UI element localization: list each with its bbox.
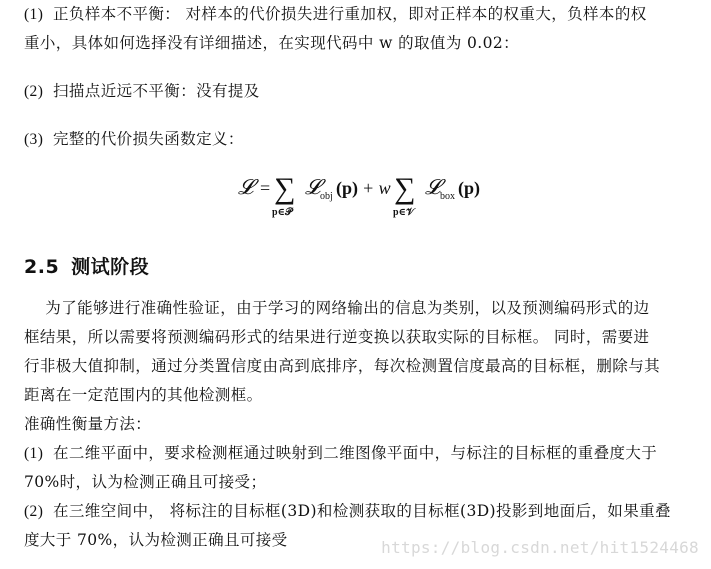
- metric-1-text: 在二维平面中，要求检测框通过映射到二维图像平面中，与标注的目标框的重叠度大于: [53, 444, 658, 462]
- formula-term-1-subscript: obj: [320, 191, 333, 202]
- item-1-number: (1): [24, 6, 44, 23]
- section-title: 测试阶段: [71, 256, 150, 278]
- section-number: 2.5: [24, 256, 60, 278]
- formula-lhs: 𝓛: [238, 175, 254, 199]
- item-2-text: 扫描点近远不平衡：没有提及: [53, 82, 260, 100]
- formula-sum-1-subscript: p∈𝒫: [272, 207, 293, 218]
- item-1-text: 正负样本不平衡： 对样本的代价损失进行重加权，即对正样本的权重大，负样本的权: [53, 5, 647, 23]
- metric-2-number: (2): [24, 503, 44, 520]
- paragraph-line-3: 行非极大值抑制，通过分类置信度由高到底排序，每次检测置信度最高的目标框，删除与其: [24, 357, 661, 375]
- item-1-line-2: 重小，具体如何选择没有详细描述，在实现代码中 w 的取值为 0.02：: [24, 34, 520, 52]
- metric-1-line-2: 70%时，认为检测正确且可接受；: [24, 473, 267, 491]
- metric-2-text: 在三维空间中， 将标注的目标框(3D)和检测获取的目标框(3D)投影到地面后，如果重叠: [53, 502, 671, 520]
- paragraph-line-4: 距离在一定范围内的其他检测框。: [24, 386, 263, 404]
- item-1-line-1: [24, 0, 696, 29]
- section-heading: [24, 252, 149, 279]
- metric-2-line-2: 度大于 70%，认为检测正确且可接受: [24, 531, 288, 549]
- item-3: [24, 125, 696, 154]
- formula-term-2-subscript: box: [440, 191, 455, 202]
- paragraph-line-2: 框结果，所以需要将预测编码形式的结果进行逆变换以获取实际的目标框。 同时，需要进: [24, 328, 650, 346]
- item-3-text: 完整的代价损失函数定义：: [53, 130, 244, 148]
- item-2-number: (2): [24, 83, 44, 100]
- formula-term-2-L: 𝓛: [425, 175, 441, 199]
- metric-2-line-1: [24, 497, 696, 526]
- formula-term-2-arg: (p): [458, 178, 480, 198]
- loss-formula: [230, 170, 500, 218]
- formula-equals: =: [260, 178, 271, 198]
- metric-1-number: (1): [24, 445, 44, 462]
- watermark: https://blog.csdn.net/hit1524468: [381, 538, 699, 557]
- formula-sum-1: ∑: [274, 172, 296, 205]
- item-3-number: (3): [24, 131, 44, 148]
- formula-term-1-arg: (p): [336, 178, 358, 198]
- formula-term-1-L: 𝓛: [305, 175, 321, 199]
- metric-label: 准确性衡量方法：: [24, 415, 152, 433]
- formula-sum-2: ∑: [394, 172, 416, 205]
- formula-plus-w: + w: [362, 178, 391, 198]
- paragraph-line-1: 为了能够进行准确性验证，由于学习的网络输出的信息为类别，以及预测编码形式的边: [24, 299, 650, 317]
- item-2: [24, 77, 696, 106]
- metric-1-line-1: [24, 439, 696, 468]
- formula-sum-2-subscript: p∈𝒱: [393, 207, 415, 218]
